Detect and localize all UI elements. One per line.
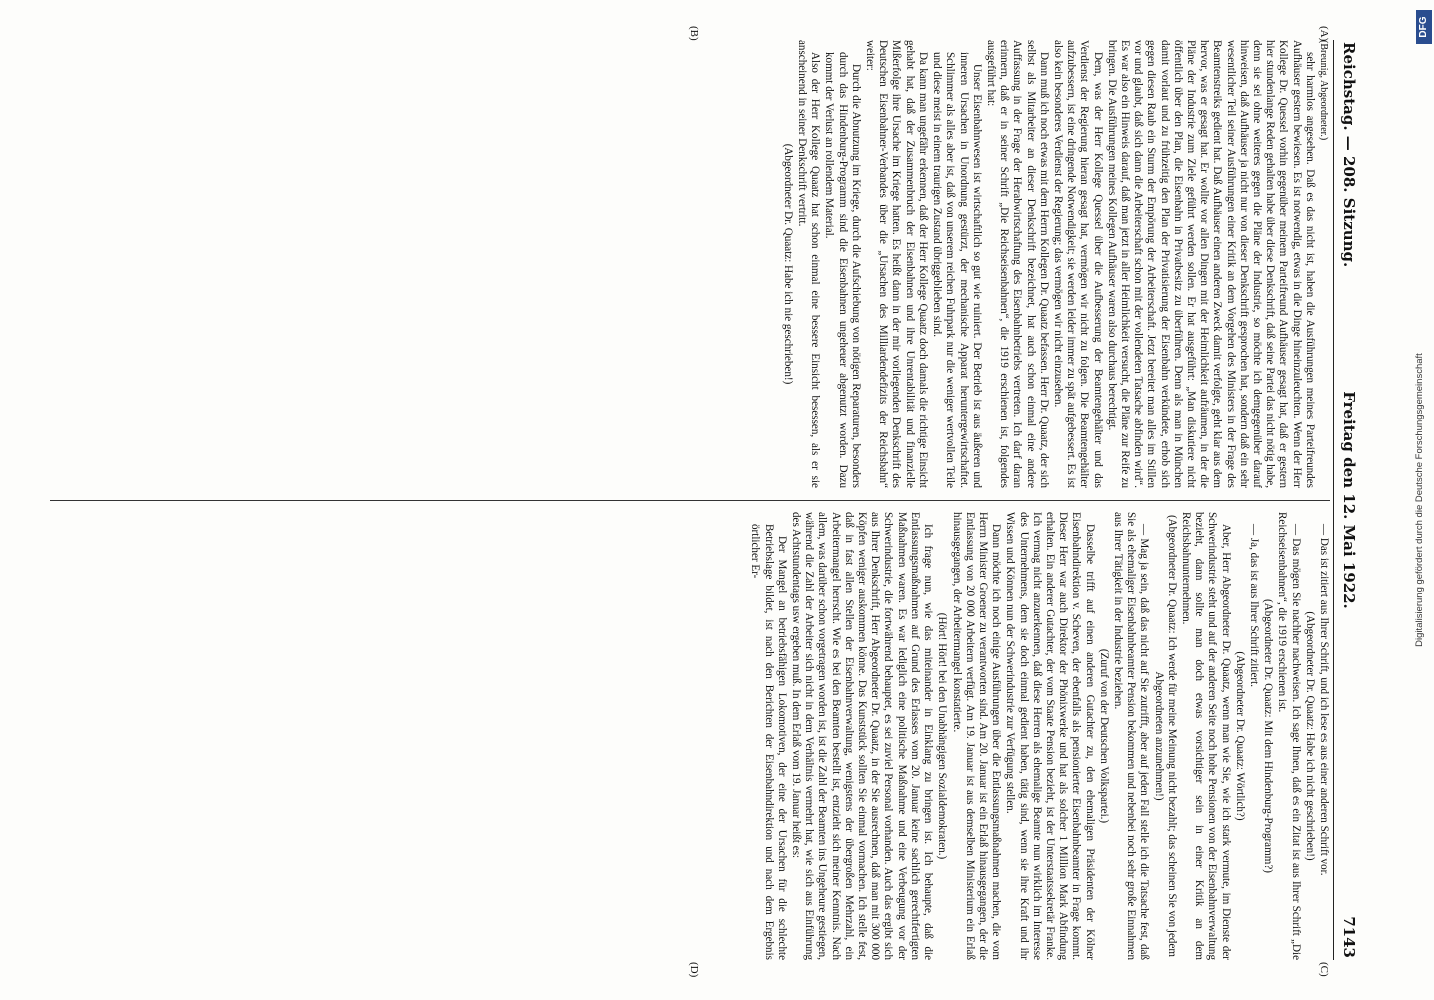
interjection: (Hört! Hört! bei den Unabhängigen Sozialdemokraten.) — [936, 612, 949, 860]
digitization-note-text: Digitalisierung gefördert durch die Deutsche Forschungsgemeinschaft — [1414, 353, 1425, 647]
paragraph: Aber, Herr Abgeordneter Dr. Quaatz, wenn man wie Sie, wie ich stark vermute, im Dienste der Schwerindustrie steht und auf der anderen Seite noch hohe Pensionen von der Eisenbahnverwaltung bezieht, dann sollte man doch etwas vorsichtiger sein in einer Kritik an dem Reichsbahnunternehmen. — [1179, 512, 1232, 960]
quotation: Der Mangel an betriebsfähigen Lokomotiven, der eine der Ursachen für die schlechte Betriebslage bildet, ist nach den Berichten der Eisenbahndirektion und nach dem Ergebnis örtlicher Er- — [749, 524, 788, 960]
column-divider — [50, 500, 1330, 501]
interjection: (Abgeordneter Dr. Quaatz: Ich werde für meine Meinung nicht bezahlt; das scheinen Sie von jedem Abgeordneten anzunehmen!) — [1152, 514, 1178, 958]
paragraph: Ich frage nun, wie das miteinander in Einklang zu bringen ist. Ich behaupte, daß die Entlassungsmaßnahmen auf Grund des Erlasses vom 20. Januar keine sachlich gerechtfertigten Maßnahmen waren. Es war lediglich eine politische Maßnahme und eine Verbeugung vor der Schwerindustrie, die fortwährend behauptet, es sei zuviel Personal vorhanden. Auch das ergibt sich aus Ihrer Denkschrift, Herr Abgeordneter Dr. Quaatz, in der Sie ausrechnen, daß man mit 300 000 Köpfen weniger auskommen könne. Das Kunststück sollten Sie einmal vormachen. Ich stelle fest, daß in fast allen Stellen der Eisenbahnverwaltung, wenigstens der übergroßen Mehrzahl, ein Arbeitermangel herrscht. Wie es bei den Beamten bestellt ist, entzieht sich meiner Kenntnis. Nach allem, was darüber schon vorgetragen worden ist, ist die Zahl der Beamten ins Ungeheure gestiegen, während die Zahl der Arbeiter sich nicht in dem Verhältnis vermehrt hat, wie sich aus Einführung des Achtstundentags usw ergeben muß. In dem Erlaß vom 19. Januar heißt es: — [790, 512, 935, 960]
paragraph: sehr harmlos angesehen. Daß es das nicht ist, haben die Ausführungen meines Parteifreundes Aufhäuser gestern bewiesen. Es ist notwendig, etwas in die Dinge hineinzuleuchten. Wenn der Herr Kollege Dr. Quessel vorhin gegenüber meinem Parteifreund Aufhäuser gesagt hat, daß er gestern hier stundenlange Reden gehalten habe über diese Denkschrift, daß seine Partei das nicht nötig habe, denn sie sei ohne weiteres gegen die Pläne der Industrie, so möchte ich demgegenüber darauf hinweisen, daß Aufhäuser ja nicht nur von dieser Denkschrift gesprochen hat, sondern daß ein sehr wesentlicher Teil seiner Ausführungen einer Kritik an dem Vorgehen des Ministers in der Frage des Beamtenstreiks gedient hat. Daß Aufhäuser einen anderen Zweck damit verfolgte, geht klar aus dem hervor, was er gesagt hat. Er wollte vor allen Dingen mit der Heimlichkeit aufräumen, in der die Pläne der Industrie zum Ziele geführt werden sollen. Er hat ausgeführt: „Man diskutiere nicht öffentlich über den Plan, die Eisenbahn in Privatbesitz zu überführen. Denn als man in München damit vorlaut und zu frühzeitig den Plan der Privatisierung der Eisenbahn verkündete, erhob sich gegen diesen Raub ein Sturm der Empörung der Arbeiterschaft. Jetzt bereitet man alles im Stillen vor und glaubt, daß sich dann die Arbeiterschaft schon mit der vollendeten Tatsache abfinden wird“. Es war also ein Hinweis darauf, daß man jetzt in aller Heimlichkeit versucht, die Pläne zur Reife zu bringen. Die Ausführungen meines Kollegen Aufhäuser waren also durchaus berechtigt. — [1105, 40, 1316, 488]
interjection: (Abgeordneter Dr. Quaatz: Wörtlich?) — [1233, 651, 1246, 821]
dfg-logo — [1416, 10, 1432, 44]
interjection: (Abgeordneter Dr. Quaatz: Habe ich nicht geschrieben!) — [1303, 611, 1316, 861]
header-date: Freitag den 12. Mai 1922. — [1340, 391, 1358, 609]
page-header — [1333, 40, 1360, 960]
margin-marker-c: (C) — [1318, 962, 1330, 977]
dfg-logo-text: DFG — [1418, 16, 1429, 38]
header-session: Reichstag. — 208. Sitzung. — [1340, 42, 1358, 268]
interjection: (Zuruf von der Deutschen Volkspartei.) — [1097, 648, 1110, 824]
paragraph: — Das mögen Sie nachher nachweisen. Ich sage Ihnen, daß es ein Zitat ist aus Ihrer Schrift „Die Reichseisenbahnen“, die 1919 erschienen ist. — [1276, 512, 1302, 960]
margin-marker-a: (A) — [1318, 26, 1330, 42]
paragraph: Dann möchte ich noch einige Ausführungen über die Entlassungsmaßnahmen machen, die vom Herrn Minister Groener zu verantworten sind. Am 20. Januar ist ein Erlaß hinausgegangen, der die Entlassung von 20 000 Arbeitern verfügt. Am 19. Januar ist aus demselben Ministerium ein Erlaß hinausgegangen, der Arbeitermangel konstatierte. — [950, 512, 1003, 960]
digitization-note — [1414, 320, 1428, 680]
paragraph: Da kann man ungefähr erkennen, daß der Herr Kollege Quaatz doch damals die richtige Einsicht gehabt hat, daß der Zusammenbruch der Eisenbahnen und ihre Unrentabilität und finanzielle Mißerfolge ihre Ursache im Kriege hatten. Es heißt dann in der mir vorliegenden Denkschrift des Deutschen Eisenbahner-Verbandes über die „Ursachen des Milliardendefizits der Reichsbahn“ weiter: — [864, 40, 929, 488]
margin-marker-b: (B) — [688, 26, 700, 41]
right-column — [50, 512, 1330, 960]
margin-marker-d: (D) — [688, 962, 700, 978]
paragraph: — Ja, das ist aus Ihrer Schrift zitiert. — [1247, 524, 1260, 687]
paragraph: — Mag ja sein, daß das nicht auf Sie zutrifft, aber auf jeden Fall stelle ich die Tatsache fest, daß Sie als ehemaliger Eisenbahnbeamter Pension bekommen und nebenbei noch sehr große Einnahmen aus Ihrer Tätigkeit in der Industrie beziehen. — [1111, 512, 1151, 960]
speaker-line: (Breunig, Abgeordneter.) — [1318, 40, 1329, 141]
page-number: 7143 — [1340, 916, 1358, 958]
printed-page — [44, 26, 1360, 978]
paragraph: Also der Herr Kollege Quaatz hat schon einmal eine bessere Einsicht besessen, als er sie anscheinend in seiner Denkschrift vertritt. — [796, 40, 822, 488]
interjection: (Abgeordneter Dr. Quaatz: Mit dem Hindenburg-Programm?) — [1262, 599, 1275, 873]
paragraph: Dem, was der Herr Kollege Quessel über die Aufbesserung der Beamtengehälter und das Verdienst der Regierung hieran gesagt hat, vermögen wir nicht zu folgen. Die Beamtengehälter aufzubessern, ist eine dringende Notwendigkeit; sie werden leider immer zu spät aufgebessert. Es ist also kein besonderes Verdienst der Regierung; das vermögen wir nicht einzusehen. — [1051, 40, 1104, 488]
paragraph: — Das ist zitiert aus Ihrer Schrift, und ich lese es aus einer anderen Schrift vor. — [1318, 524, 1330, 876]
interjection: (Abgeordneter Dr. Quaatz: Habe ich nie geschrieben!) — [781, 143, 794, 385]
paragraph: Dasselbe trifft auf einen anderen Gutachter zu, den ehemaligen Präsidenten der Kölner Eisenbahndirektion v. Scheven, der ebenfalls als pensionierter Eisenbahnbeamter in Frage kommt. Dieser Herr war auch Direktor der Phönixwerke und hat als solcher 1 Million Mark Abfindung erhalten. Ein anderer Gutachter, der vom Staate Pension bezieht, ist der Unterstaatssekretär Franke. Ich vermag nicht anzuerkennen, daß diese Herren als ehemalige Beamte nun wirklich im Interesse des Unternehmens, dem sie doch einmal gedient haben, tätig sind, wenn sie ihre Kraft und ihr Wissen und Können nun der Schwerindustrie zur Verfügung stellen. — [1004, 512, 1096, 960]
quotation: Unser Eisenbahnwesen ist wirtschaftlich so gut wie ruiniert. Der Betrieb ist aus äußeren und inneren Ursachen in Unordnung gestürzt, der mechanische Apparat heruntergewirtschaftet. Schlimmer als alles aber ist, daß von unserem reichen Fuhrpark nur die weniger wertvollen Teile und diese meist in einem traurigen Zustand übriggeblieben sind. — [931, 52, 983, 488]
quotation: Durch die Abnutzung im Kriege, durch die Aufschiebung von nötigen Reparaturen, besonders durch das Hindenburg-Programm sind die Eisenbahnen ungeheuer abgenutzt worden. Dazu kommt der Verlust an rollendem Material. — [823, 52, 862, 488]
left-column — [50, 40, 1330, 488]
paragraph: Dann muß ich noch etwas mit dem Herrn Kollegen Dr. Quaatz befassen. Herr Dr. Quaatz, der sich selbst als Mitarbeiter an dieser Denkschrift bezeichnet, hat auch schon einmal eine andere Auffassung in der Frage der Herabwirtschaftung des Eisenbahnbetriebs vertreten. Ich darf daran erinnern, daß er in seiner Schrift „Die Reichseisenbahnen“, die 1919 erschienen ist, folgendes ausgeführt hat: — [984, 40, 1050, 488]
